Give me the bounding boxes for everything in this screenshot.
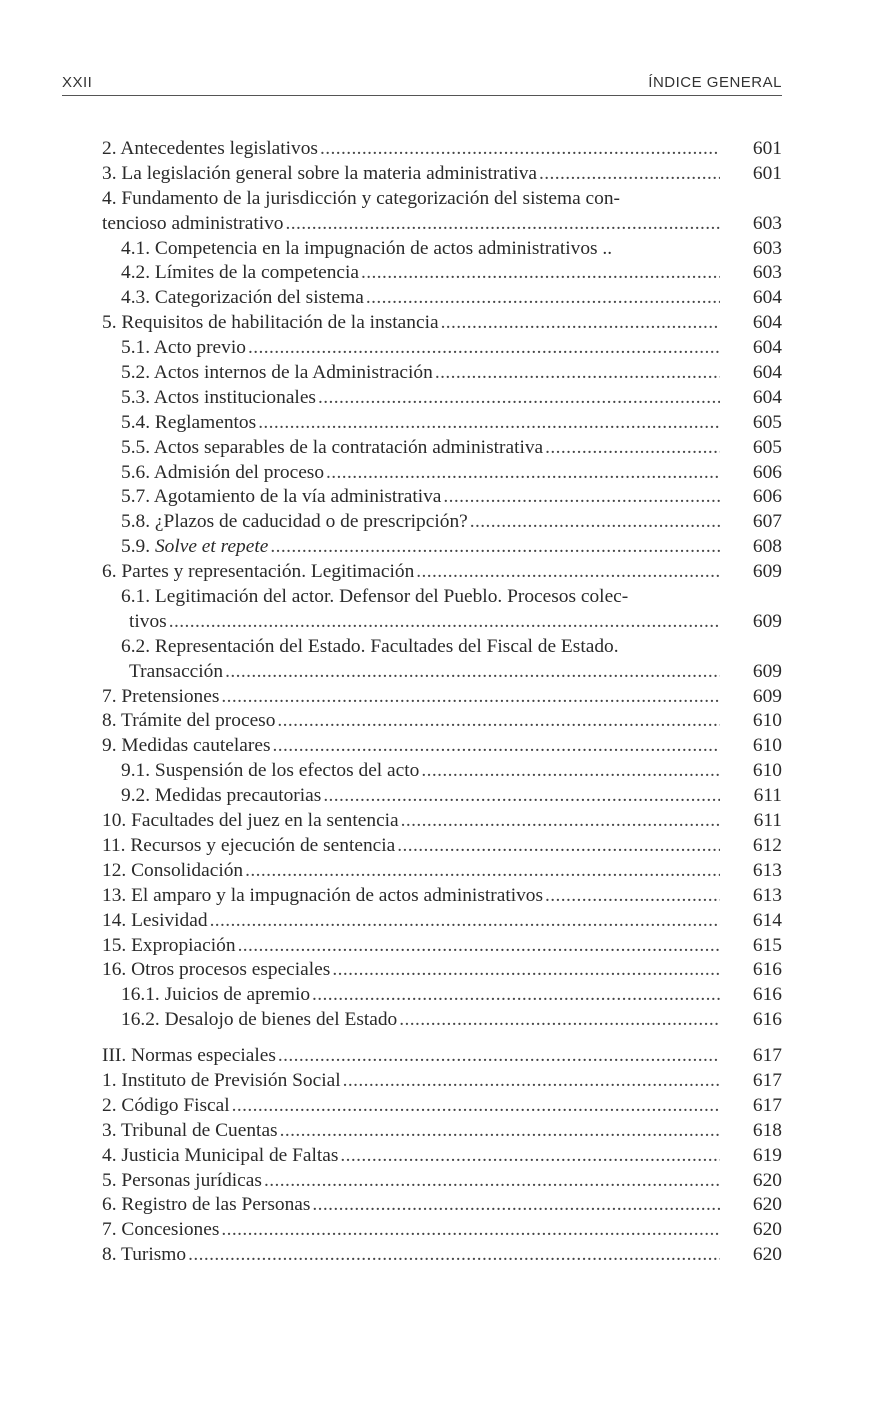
dot-leader	[443, 485, 720, 510]
dot-leader	[273, 734, 720, 759]
toc-entry	[102, 1094, 782, 1119]
toc-page-number: 603	[752, 237, 782, 259]
toc-page-number: 607	[752, 511, 782, 533]
dot-leader	[280, 1119, 720, 1144]
toc-page-number: 610	[752, 735, 782, 757]
toc-entry	[102, 261, 782, 286]
toc-entry-text: 6.2. Representación del Estado. Facultades del Fiscal de Estado.	[121, 635, 619, 657]
toc-entry-text: 6. Registro de las Personas	[102, 1194, 311, 1216]
dot-leader	[441, 311, 720, 336]
toc-entry	[102, 734, 782, 759]
toc-page-number: 611	[753, 810, 782, 832]
dot-leader	[361, 261, 720, 286]
toc-entry	[102, 187, 782, 237]
toc-entry	[102, 934, 782, 959]
dot-leader	[312, 983, 720, 1008]
toc-page-number: 613	[752, 884, 782, 906]
dot-leader	[545, 436, 720, 461]
toc-entry-text: tivos	[129, 610, 167, 632]
toc-entry-text: 3. La legislación general sobre la materia administrativa	[102, 162, 538, 184]
toc-page-number: 611	[753, 785, 782, 807]
toc-entry-text: 5.1. Acto previo	[121, 337, 246, 359]
toc-entry	[102, 560, 782, 585]
dot-leader	[320, 137, 720, 162]
toc-page-number: 609	[752, 685, 782, 707]
toc-entry-text: 9.2. Medidas precautorias	[121, 785, 322, 807]
toc-entry	[102, 1218, 782, 1243]
dot-leader	[169, 610, 720, 635]
toc-page-number: 617	[752, 1094, 782, 1116]
toc-entry-text: 7. Pretensiones	[102, 685, 220, 707]
toc-entry-text: III. Normas especiales	[102, 1045, 276, 1067]
toc-entry-text: Transacción	[129, 660, 224, 682]
toc-entry-text: 3. Tribunal de Cuentas	[102, 1119, 278, 1141]
toc-entry	[102, 1144, 782, 1169]
toc-entry-text: 15. Expropiación	[102, 934, 236, 956]
dot-leader	[340, 1144, 720, 1169]
toc-page-number: 603	[752, 262, 782, 284]
toc-entry-text: 5.7. Agotamiento de la vía administrativa	[121, 486, 442, 508]
toc-entry-text: 6. Partes y representación. Legitimación	[102, 561, 415, 583]
toc-entry-text: 5.5. Actos separables de la contratación administrativa	[121, 436, 544, 458]
toc-entry-text: 6.1. Legitimación del actor. Defensor del Pueblo. Procesos colec-	[121, 586, 629, 608]
toc-entry-text: 10. Facultades del juez en la sentencia	[102, 810, 399, 832]
dot-leader	[545, 884, 720, 909]
toc-entry	[102, 983, 782, 1008]
toc-page-number: 617	[752, 1069, 782, 1091]
dot-leader	[323, 784, 720, 809]
toc-entry	[102, 759, 782, 784]
toc-entry-text: 7. Concesiones	[102, 1219, 220, 1241]
toc-entry	[102, 237, 782, 262]
dot-leader	[312, 1193, 720, 1218]
dot-leader	[318, 386, 720, 411]
toc-entry	[102, 1008, 782, 1033]
dot-leader	[366, 286, 720, 311]
dot-leader	[210, 909, 720, 934]
toc-entry	[102, 1044, 782, 1069]
dot-leader	[277, 709, 720, 734]
toc-entry	[102, 909, 782, 934]
toc-entry-text: 16.1. Juicios de apremio	[121, 984, 311, 1006]
dot-leader	[245, 859, 720, 884]
dot-leader	[401, 809, 720, 834]
toc-entry	[102, 1193, 782, 1218]
toc-page-number: 620	[752, 1244, 782, 1266]
toc-entry-text: 5.3. Actos institucionales	[121, 386, 316, 408]
toc-entry-text: 2. Código Fiscal	[102, 1094, 230, 1116]
toc-page-number: 609	[752, 610, 782, 632]
dot-leader	[248, 336, 720, 361]
dot-leader	[399, 1008, 720, 1033]
toc-page-number: 613	[752, 859, 782, 881]
toc-entry-text: 5.8. ¿Plazos de caducidad o de prescripción?	[121, 511, 468, 533]
toc-page-number: 616	[752, 984, 782, 1006]
page-number-roman: XXII	[62, 74, 93, 91]
running-title: ÍNDICE GENERAL	[648, 74, 782, 91]
toc-entry-text: 4.2. Límites de la competencia	[121, 262, 359, 284]
toc-entry-text: 4.1. Competencia en la impugnación de actos administrativos ..	[121, 237, 613, 259]
toc-entry-text: 13. El amparo y la impugnación de actos administrativos	[102, 884, 544, 906]
dot-leader	[470, 510, 720, 535]
toc-page-number: 612	[752, 834, 782, 856]
toc-page-number: 605	[752, 436, 782, 458]
toc-entry	[102, 685, 782, 710]
toc-entry	[102, 361, 782, 386]
toc-page-number: 609	[752, 660, 782, 682]
toc-page-number: 605	[752, 411, 782, 433]
toc-page-number: 617	[752, 1045, 782, 1067]
toc-entry	[102, 1069, 782, 1094]
toc-entry	[102, 286, 782, 311]
toc-entry	[102, 958, 782, 983]
dot-leader	[397, 834, 720, 859]
dot-leader	[278, 1044, 720, 1069]
toc-entry-text: 5.2. Actos internos de la Administración	[121, 362, 433, 384]
toc-page-number: 616	[752, 959, 782, 981]
toc-entry	[102, 386, 782, 411]
toc-entry	[102, 784, 782, 809]
toc-entry	[102, 809, 782, 834]
dot-leader	[232, 1094, 720, 1119]
toc-page-number: 604	[752, 287, 782, 309]
toc-entry-text: 14. Lesividad	[102, 909, 208, 931]
toc-entry-text: tencioso administrativo	[102, 212, 284, 234]
toc-entry-text: 5. Requisitos de habilitación de la instancia	[102, 312, 439, 334]
toc-entry	[102, 411, 782, 436]
dot-leader	[238, 934, 720, 959]
toc-page-number: 603	[752, 212, 782, 234]
toc-entry-text: 4. Justicia Municipal de Faltas	[102, 1144, 339, 1166]
toc-entry	[102, 510, 782, 535]
toc-page-number: 610	[752, 710, 782, 732]
toc-entry	[102, 884, 782, 909]
toc-page-number: 616	[752, 1009, 782, 1031]
toc-entry-text: 16. Otros procesos especiales	[102, 959, 331, 981]
dot-leader	[188, 1243, 720, 1268]
toc-page-number: 620	[752, 1219, 782, 1241]
toc-entry-text: 5.6. Admisión del proceso	[121, 461, 325, 483]
toc-entry-text: 16.2. Desalojo de bienes del Estado	[121, 1009, 398, 1031]
dot-leader	[225, 660, 720, 685]
toc-page-number: 606	[752, 486, 782, 508]
dot-leader	[264, 1169, 720, 1194]
toc-page-number: 601	[752, 138, 782, 159]
dot-leader	[221, 1218, 720, 1243]
toc-entry	[102, 336, 782, 361]
toc-entry	[102, 1119, 782, 1144]
dot-leader	[270, 535, 720, 560]
toc-entry	[102, 137, 782, 162]
table-of-contents	[102, 137, 782, 1268]
toc-entry-text: 8. Turismo	[102, 1244, 187, 1266]
toc-entry	[102, 436, 782, 461]
toc-entry-text: 9.1. Suspensión de los efectos del acto	[121, 760, 420, 782]
toc-page-number: 620	[752, 1169, 782, 1191]
dot-leader	[258, 411, 720, 436]
toc-page-number: 608	[752, 536, 782, 558]
toc-page-number: 618	[752, 1119, 782, 1141]
page-header	[62, 70, 782, 96]
toc-page-number: 604	[752, 312, 782, 334]
toc-entry-text: 5.4. Reglamentos	[121, 411, 257, 433]
toc-entry	[102, 585, 782, 635]
toc-entry	[102, 1243, 782, 1268]
toc-page-number: 609	[752, 561, 782, 583]
toc-entry-text: 4.3. Categorización del sistema	[121, 287, 364, 309]
dot-leader	[421, 759, 720, 784]
dot-leader	[332, 958, 720, 983]
toc-entry	[102, 635, 782, 685]
toc-entry	[102, 461, 782, 486]
dot-leader	[326, 461, 720, 486]
dot-leader	[435, 361, 720, 386]
toc-entry-text: 9. Medidas cautelares	[102, 735, 271, 757]
toc-entry-text: 12. Consolidación	[102, 859, 244, 881]
toc-page-number: 604	[752, 386, 782, 408]
toc-page-number: 604	[752, 362, 782, 384]
toc-entry	[102, 1169, 782, 1194]
toc-page-number: 606	[752, 461, 782, 483]
toc-page-number: 620	[752, 1194, 782, 1216]
toc-page-number: 619	[752, 1144, 782, 1166]
toc-entry	[102, 485, 782, 510]
toc-page-number: 614	[752, 909, 782, 931]
toc-entry-text: 1. Instituto de Previsión Social	[102, 1069, 341, 1091]
dot-leader	[285, 212, 720, 237]
toc-entry-text: 5.9. Solve et repete	[121, 536, 269, 558]
dot-leader	[539, 162, 720, 187]
toc-page-number: 601	[752, 162, 782, 184]
toc-entry	[102, 535, 782, 560]
toc-entry	[102, 162, 782, 187]
toc-entry-text: 4. Fundamento de la jurisdicción y categorización del sistema con-	[102, 187, 620, 209]
dot-leader	[416, 560, 720, 585]
dot-leader	[221, 685, 720, 710]
toc-page-number: 610	[752, 760, 782, 782]
toc-page-number: 615	[752, 934, 782, 956]
toc-entry-text: 2. Antecedentes legislativos	[102, 138, 318, 159]
header-rule	[62, 95, 782, 96]
toc-entry	[102, 709, 782, 734]
toc-page-number: 604	[752, 337, 782, 359]
toc-entry	[102, 834, 782, 859]
toc-entry-text: 5. Personas jurídicas	[102, 1169, 262, 1191]
toc-entry	[102, 859, 782, 884]
toc-entry-text: 11. Recursos y ejecución de sentencia	[102, 834, 396, 856]
dot-leader	[343, 1069, 720, 1094]
toc-entry-text: 8. Trámite del proceso	[102, 710, 276, 732]
toc-entry	[102, 311, 782, 336]
